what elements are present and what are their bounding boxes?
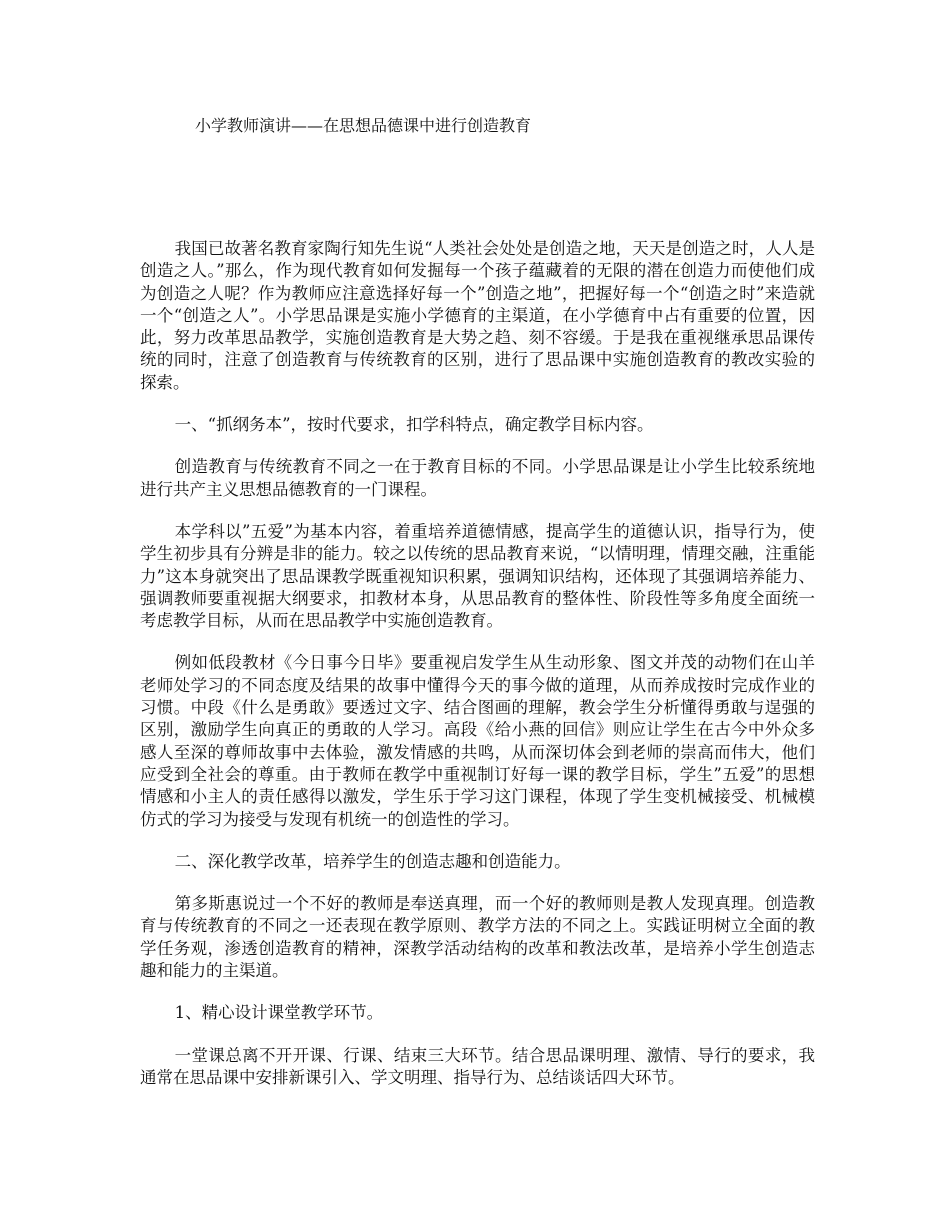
paragraph-intro: 我国已故著名教育家陶行知先生说“人类社会处处是创造之地，天天是创造之时，人人是创造之人。”那么，作为现代教育如何发掘每一个孩子蕴藏着的无限的潜在创造力而使他们成为创造之人呢？作为教师应注意选择好每一个”创造之地”，把握好每一个“创造之时”来造就一个“创造之人”。小学思品课是实施小学德育的主渠道，在小学德育中占有重要的位置，因此，努力改革思品教学，实施创造教育是大势之趋、刻不容缓。于是我在重视继承思品课传统的同时，注意了创造教育与传统教育的区别，进行了思品课中实施创造教育的教改实验的探索。 (140, 239, 815, 392)
paragraph-teaching-reform: 第多斯惠说过一个不好的教师是奉送真理，而一个好的教师则是教人发现真理。创造教育与传统教育的不同之一还表现在教学原则、教学方法的不同之上。实践证明树立全面的教学任务观，渗透创造教育的精神，深教学活动结构的改革和教法改革，是培养小学生创造志趣和能力的主渠道。 (140, 894, 815, 981)
document-title: 小学教师演讲——在思想品德课中进行创造教育 (195, 116, 532, 135)
paragraph-five-loves: 本学科以”五爱”为基本内容，着重培养道德情感，提高学生的道德认识，指导行为，使学生初步具有分辨是非的能力。较之以传统的思品教育来说，“以情明理，情理交融，注重能力”这本身就突出了思品课教学既重视知识积累，强调知识结构，还体现了其强调培养能力、强调教师要重视据大纲要求，扣教材本身，从思品教育的整体性、阶段性等多角度全面统一考虑教学目标，从而在思品教学中实施创造教育。 (140, 521, 815, 631)
document-body (140, 238, 815, 1109)
paragraph-examples: 例如低段教材《今日事今日毕》要重视启发学生从生动形象、图文并茂的动物们在山羊老师处学习的不同态度及结果的故事中懂得今天的事今做的道理，从而养成按时完成作业的习惯。中段《什么是勇敢》要透过文字、结合图画的理解，教会学生分析懂得勇敢与逞强的区别，激励学生向真正的勇敢的人学习。高段《给小燕的回信》则应让学生在古今中外众多感人至深的尊师故事中去体验，激发情感的共鸣，从而深切体会到老师的崇高而伟大，他们应受到全社会的尊重。由于教师在教学中重视制订好每一课的教学目标，学生”五爱”的思想情感和小主人的责任感得以激发，学生乐于学习这门课程，体现了学生变机械接受、机械模仿式的学习为接受与发现有机统一的创造性的学习。 (140, 653, 815, 829)
subsection-heading-1: 1、精心设计课堂教学环节。 (174, 1003, 384, 1023)
paragraph-goal-difference: 创造教育与传统教育不同之一在于教育目标的不同。小学思品课是让小学生比较系统地进行共产主义思想品德教育的一门课程。 (140, 457, 815, 499)
paragraph-class-stages: 一堂课总离不开开课、行课、结束三大环节。结合思品课明理、激情、导行的要求，我通常在思品课中安排新课引入、学文明理、指导行为、总结谈话四大环节。 (140, 1045, 815, 1087)
section-heading-1: 一、“抓纲务本”，按时代要求，扣学科特点，确定教学目标内容。 (174, 415, 654, 435)
section-heading-2: 二、深化教学改革，培养学生的创造志趣和创造能力。 (174, 851, 571, 871)
